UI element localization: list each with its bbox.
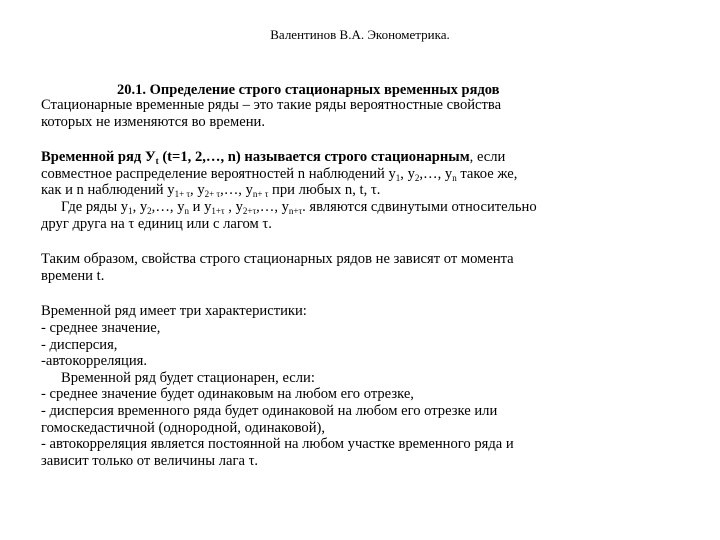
section-title: 20.1. Определение строго стационарных временных рядов <box>117 82 500 98</box>
intro-line-2: которых не изменяются во времени. <box>41 113 266 130</box>
definition-line-4: Где ряды $y_1$, $y_2,\dots$, $y_n$ и $y_{1+\tau}$ , $y_{2+\tau},\dots$, $y_{n+\tau}$. являются сдвинутыми относительно <box>61 198 537 216</box>
conclusion-line-2: времени t. <box>41 267 105 284</box>
document-body <box>41 97 681 469</box>
condition-line: гомоскедастичной (однородной, одинаковой), <box>41 419 326 436</box>
definition-line-1: Временной ряд $У_t$ (t=1, 2,…, n) называется строго стационарным, если <box>41 149 506 167</box>
document-header: Валентинов В.А. Эконометрика. <box>270 27 450 42</box>
condition-line: зависит только от величины лага τ. <box>41 452 259 469</box>
characteristic-item: - дисперсия, <box>41 336 118 353</box>
condition-line: - автокорреляция является постоянной на любом участке временного ряда и <box>41 436 514 453</box>
condition-line: - среднее значение будет одинаковым на любом его отрезке, <box>41 386 414 403</box>
condition-line: - дисперсия временного ряда будет одинаковой на любом его отрезке или <box>41 402 498 419</box>
definition-line-3: как и n наблюдений $y_{1+ \tau}$, $y_{2+ \tau},\dots$, $y_{n+ \tau}$ при любых n, t, τ. <box>41 182 381 200</box>
conclusion-line-1: Таким образом, свойства строго стационарных рядов не зависят от момента <box>41 251 514 268</box>
conditions-lead: Временной ряд будет стационарен, если: <box>61 369 315 386</box>
characteristic-item: - среднее значение, <box>41 319 161 336</box>
definition-line-2: совместное распределение вероятностей n наблюдений $y_1$, $y_2,\dots$, $y_n$ такое же, <box>41 165 518 183</box>
definition-line-5: друг друга на τ единиц или с лагом τ. <box>41 215 272 232</box>
definition-term: Временной ряд $У_t$ (t=1, 2,…, n) называется строго стационарным <box>41 149 470 167</box>
characteristics-lead: Временной ряд имеет три характеристики: <box>41 303 307 320</box>
intro-line-1: Стационарные временные ряды – это такие ряды вероятностные свойства <box>41 97 502 113</box>
characteristic-item: -автокорреляция. <box>41 353 148 370</box>
